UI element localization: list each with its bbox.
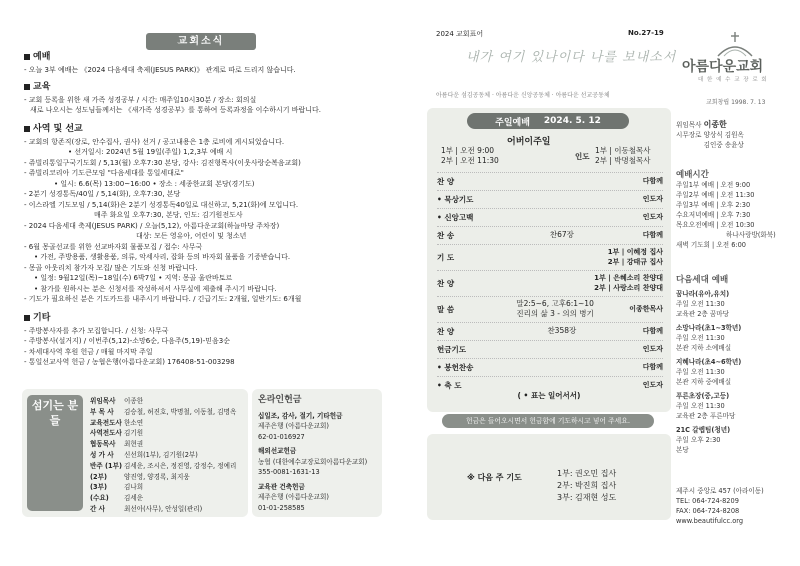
order-row: 찬 양 다함께 bbox=[437, 176, 663, 186]
order-row: • 묵상기도 인도자 bbox=[437, 194, 663, 204]
contact-info: 제주시 중앙로 457 (아라이동) TEL: 064-724-8209 FAX: 064-724-8208 www.beautifulcc.org bbox=[676, 487, 764, 525]
next-gen-item: 꿈나라(유아,유치) 주일 오전 11:30 교육관 2층 꿈마당 bbox=[676, 290, 730, 318]
next-gen-item: 21C 갈렙팀(청년) 주일 오후 2:30 본당 bbox=[676, 426, 731, 454]
next-gen-item: 소망나라(초1~3학년) 주일 오전 11:30 본관 지하 소예배실 bbox=[676, 324, 742, 352]
online-offering-box: 온라인헌금 십일조, 감사, 절기, 기타헌금 제주은행 (아름다운교회) 62-01-016927 해외선교헌금 농협 (대한예수교장로회아름다운교회) 355-0081-1631-13 교육관 건축헌금 제주은행 (아름다운교회) 01-01-258585 bbox=[252, 389, 382, 517]
denomination: 대 한 예 수 교 장 로 회 bbox=[698, 77, 768, 83]
order-row: 찬 송 찬67장 다함께 bbox=[437, 230, 663, 240]
slogan: 내가 여기 있나이다 나를 보내소서 bbox=[466, 50, 677, 65]
church-info-page bbox=[676, 0, 800, 566]
mission-section: 사역 및 선교 - 교회의 항존직(장로, 안수집사, 권사) 선거 / 공고내용은 1층 로비에 게시되었습니다. • 선거일시: 2024년 5월 19일(주일) 1,2,3부 예배 시 - 쥬빌리통일구국기도회 / 5,13(월) 오후7:30 본당, 강사: 김진형목사(이웃사랑순복음교회) - 쥬빌리코리아 기도큰모임 "다음세대를 통일세대로" • 일시: 6.6(목) 13:00~16:00 • 장소 : 세종한교회 본당(경기도) - 2분기 성경통독/40일 / 5,14(화), 오후7:30, 본당 - 이스라엘 기도모임 / 5,14(화)은 2분기 성경통독40일로 대신하고, 5,21(화)에 모입니다. 매주 화요일 오후7:30, 본당, 인도: 김기원전도사 - 2024 다음세대 축제(JESUS PARK) / 오늘(5,12), 아름다운교회(하늘마당 주차장) 대상: 모든 영유아, 어린이 및 청소년 - 6월 몽골선교를 위한 선교바자회 물품모집 / 접수: 사무국 • 가전, 주방용품, 생활용품, 의류, 악세사리, 잡화 등의 바자회 물품을 기증받습니다. - 몽골 아웃리치 참가자 모집/ 많은 기도와 신청 바랍니다. • 일정: 9월12일(목)~18일(수) 6박7일 • 지역: 몽골 울란바토르 • 참가를 원하시는 분은 신청서를 작성하셔서 사무실에 제출해 주시기 바랍니다. - 기도가 필요하신 분은 기도카드를 내주시기 바랍니다. / 긴급기도: 2개월, 일반기도: 6개월 bbox=[24, 124, 302, 303]
staff-row: 성 가 사 신선희(1부), 김기원(2부) bbox=[90, 450, 198, 459]
staff-row: 사역전도사 김기원 bbox=[90, 429, 144, 438]
order-row: 헌금기도 인도자 bbox=[437, 344, 663, 354]
staff-row: 교육전도사 한소연 bbox=[90, 418, 144, 427]
service-time-item: 목요오전예배 | 오전 10:30 bbox=[676, 221, 755, 229]
staff-list bbox=[90, 396, 236, 515]
order-row: 찬 양 찬358장 다함께 bbox=[437, 326, 663, 336]
issue-title: 2024 교회표어 bbox=[436, 30, 484, 38]
staff-row: (2부) 양진영, 양경록, 최지웅 bbox=[90, 472, 190, 481]
order-row: 말 씀 말2:5~6, 고후6:1~10 진리의 삶 3 - 의의 병기 이종한목사 bbox=[437, 299, 663, 318]
bullet-square-icon bbox=[24, 126, 30, 132]
next-week-prayer-box: ※ 다음 주 기도 1부: 권오민 집사 2부: 박진희 집사 3부: 김재현 성도 bbox=[427, 434, 671, 520]
service-time-item: 하나사랑방(화북) bbox=[726, 231, 776, 239]
service-times: 1부 | 오전 9:00 2부 | 오전 11:30 bbox=[441, 146, 499, 165]
education-section: 교육 - 교회 등록을 위한 새 가족 성경공부 / 시간: 매주일10시30분 / 장소: 회의실 새로 나오시는 성도님들께서는 《새가족 성경공부》를 통하여 등록과정을 이수하시기 바랍니다. bbox=[24, 82, 321, 114]
church-logo-icon bbox=[716, 32, 754, 58]
bullet-square-icon bbox=[24, 84, 30, 90]
service-time-item: 주일3부 예배 | 오후 2:30 bbox=[676, 201, 751, 209]
worship-header: 주일예배 2024. 5. 12 bbox=[467, 113, 629, 129]
bullet-square-icon bbox=[24, 54, 30, 60]
service-leaders: 1부 | 이동철목사 2부 | 박명철목사 bbox=[595, 146, 651, 165]
service-title: 어버이주일 bbox=[507, 137, 551, 147]
issue-number: No.27-19 bbox=[628, 29, 664, 37]
news-title: 교회소식 bbox=[146, 33, 256, 50]
staff-row: 간 사 최선아(사무), 안성일(관리) bbox=[90, 504, 203, 513]
etc-section: 기타 - 주방봉사자를 추가 모집합니다. / 신청: 사무국 - 주방봉사(설거지) / 이번주(5,12)-소망6순, 다음주(5,19)-믿음3순 - 차세대사역 후원 헌금 / 매월 마지막 주일 - 통일선교사역 헌금 / 농협은행(아름다운교회) 176408-51-003298 bbox=[24, 313, 235, 366]
next-gen-item: 지혜나라(초4~6학년) 주일 오전 11:30 본관 지하 중예배실 bbox=[676, 358, 742, 386]
bullet-square-icon bbox=[24, 315, 30, 321]
worship-section: 예배 - 오늘 3부 예배는 《2024 다음세대 축제(JESUS PARK)》 관계로 따로 드리지 않습니다. bbox=[24, 52, 296, 74]
staff-label: 섬기는 분들 bbox=[27, 395, 83, 511]
order-row: • 신앙고백 인도자 bbox=[437, 212, 663, 222]
communities: 아름다운 섬김공동체 · 아름다운 신앙공동체 · 아름다운 선교공동체 bbox=[436, 92, 610, 99]
church-name: 아름다운교회 bbox=[682, 59, 764, 75]
next-gen-services: 다음세대 예배 꿈나라(유아,유치) 주일 오전 11:30 교육관 2층 꿈마당 소망나라(초1~3학년) 주일 오전 11:30 본관 지하 소예배실 지혜나라(초4~6학년) 주일 오전 11:30 본관 지하 중예배실 푸른초장(중,고등) 주일 오전 11:30 교육관 2층 푸른마당 21C 갈렙팀(청년) 주일 오후 2:30 본당 bbox=[676, 275, 742, 454]
order-row: 기 도 1부 | 이혜정 집사 2부 | 강태규 집사 bbox=[437, 248, 663, 266]
staff-row: 반주 (1부) 김세운, 조시은, 정진영, 강정수, 정예리 bbox=[90, 461, 237, 470]
service-time-item: 수요저녁예배 | 오후 7:30 bbox=[676, 211, 751, 219]
staff-row: (수요) 김세운 bbox=[90, 494, 144, 503]
standing-note: ( • 표는 일어서서) bbox=[517, 391, 581, 400]
order-row: • 축 도 인도자 bbox=[437, 380, 663, 390]
worship-order-box: 주일예배 2024. 5. 12 어버이주일 1부 | 오전 9:00 2부 | 오전 11:30 인도 1부 | 이동철목사 2부 | 박명철목사 찬 양 다함께 • 묵상기도 인도자 • 신앙고백 인도자 찬 송 찬67장 다함께 기 도 1부 | 이혜정 집사 2부 | 강태규 집사 찬 양 1부 | 은혜소리 찬양대 2부 | 사랑소리 찬양대 말 씀 말2:5~6, 고후6:1~10 진리의 삶 3 - 의의 병기 이종한목사 찬 양 찬358장 다함께 헌금기도 인도자 • 봉헌찬송 다함께 • 축 도 인도자 ( • 표는 일어서서) bbox=[427, 108, 671, 412]
founded-date: 교회창립 1998. 7. 13 bbox=[706, 99, 766, 106]
staff-box bbox=[22, 389, 248, 517]
pastor-info: 위임목사 이종한 시무장로 양상식 김원옥 김인중 송윤상 bbox=[676, 120, 744, 149]
staff-row: 부 목 사 김승철, 허진호, 박명철, 이동철, 김명옥 bbox=[90, 407, 237, 416]
offering-notice: 헌금은 들어오시면서 헌금함에 기도하시고 넣어 주세요. bbox=[442, 414, 654, 428]
service-time-item: 새벽 기도회 | 오전 6:00 bbox=[676, 241, 746, 249]
service-time-item: 주일1부 예배 | 오전 9:00 bbox=[676, 181, 751, 189]
staff-row: (3부) 김나희 bbox=[90, 483, 144, 492]
worship-order-page bbox=[410, 0, 680, 566]
staff-row: 위임목사 이종한 bbox=[90, 397, 144, 405]
service-time-item: 주일2부 예배 | 오전 11:30 bbox=[676, 191, 755, 199]
order-row: • 봉헌찬송 다함께 bbox=[437, 362, 663, 372]
website-link[interactable]: www.beautifulcc.org bbox=[676, 517, 744, 525]
next-gen-item: 푸른초장(중,고등) 주일 오전 11:30 교육관 2층 푸른마당 bbox=[676, 392, 736, 420]
staff-row: 협동목사 최현권 bbox=[90, 440, 144, 449]
service-times-list: 예배시간 주일1부 예배 | 오전 9:00 주일2부 예배 | 오전 11:30 주일3부 예배 | 오후 2:30 수요저녁예배 | 오후 7:30 목요오전예배 | 오전 10:30 하나사랑방(화북) 새벽 기도회 | 오전 6:00 bbox=[676, 170, 776, 249]
order-row: 찬 양 1부 | 은혜소리 찬양대 2부 | 사랑소리 찬양대 bbox=[437, 274, 663, 292]
